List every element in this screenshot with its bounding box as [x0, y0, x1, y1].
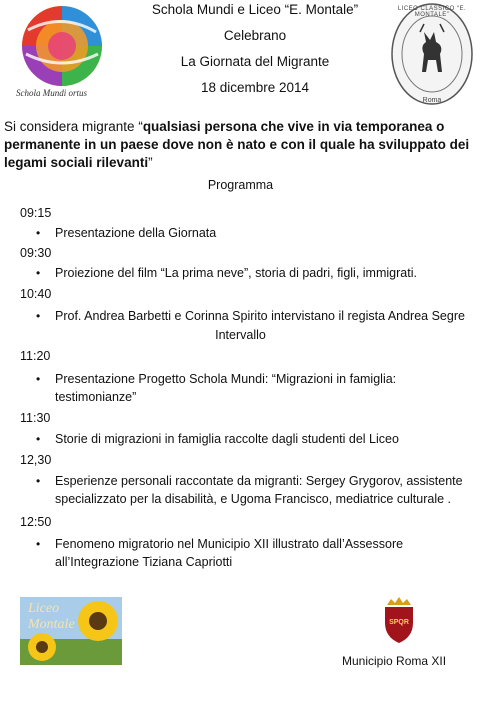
bullet-icon: •	[36, 266, 41, 280]
municipio-badge	[381, 597, 417, 643]
liceo-seal	[390, 2, 474, 106]
schedule-text: Presentazione Progetto Schola Mundi: “Migrazioni in famiglia: testimonianze”	[55, 372, 397, 404]
schedule-item	[36, 370, 436, 406]
schedule-item	[36, 430, 466, 448]
bullet-icon: •	[36, 226, 41, 240]
header-date: 18 dicembre 2014	[200, 80, 310, 95]
seal-text: LICEO CLASSICO “E. MONTALE”	[397, 6, 467, 18]
bullet-icon: •	[36, 537, 41, 551]
definition-bold: qualsiasi persona che vive in via temporanea o permanente in un paese dove non è nato e con il quale ha sviluppato dei legami sociali rilevanti	[4, 119, 470, 170]
migrant-definition	[4, 118, 478, 172]
schedule-text: Fenomeno migratorio nel Municipio XII illustrato dall’Assessore all’Integrazione Tiziana Capriotti	[55, 537, 404, 569]
seal-roma: Roma	[422, 97, 442, 104]
liceo-logo-text: Liceo Montale	[28, 601, 75, 632]
schedule-text: Esperienze personali raccontate da migranti: Sergey Grygorov, assistente specializzato per la disabilità, e Ugoma Francisco, mediatrice culturale .	[55, 474, 463, 506]
schedule-item	[36, 472, 466, 508]
schedule-text: Proiezione del film “La prima neve”, storia di padri, figli, immigrati.	[55, 266, 417, 280]
header-title: Schola Mundi e Liceo “E. Montale”	[151, 2, 359, 17]
schedule-text: Presentazione della Giornata	[55, 226, 217, 240]
municipio-badge-text: SPQR	[389, 619, 409, 626]
schedule-time: 10:40	[20, 287, 52, 301]
bullet-icon: •	[36, 474, 41, 488]
programma-heading: Programma	[207, 178, 274, 192]
schedule-text: Prof. Andrea Barbetti e Corinna Spirito intervistano il regista Andrea Segre	[55, 309, 465, 323]
schedule-time: 12:50	[20, 515, 52, 529]
schedule-time: 09:15	[20, 206, 52, 220]
liceo-montale-logo	[20, 597, 122, 665]
definition-suffix: ”	[148, 155, 153, 170]
schola-caption: Schola Mundi ortus	[16, 88, 87, 98]
schedule-item	[36, 264, 466, 282]
header-celebrano: Celebrano	[223, 28, 287, 43]
schedule-time: 11:20	[20, 349, 51, 363]
schedule-time: 09:30	[20, 246, 52, 260]
bullet-icon: •	[36, 432, 41, 446]
bullet-icon: •	[36, 309, 41, 323]
schedule-item	[36, 307, 476, 325]
header-event-name: La Giornata del Migrante	[180, 54, 330, 69]
bullet-icon: •	[36, 372, 41, 386]
schedule-item	[36, 535, 436, 571]
schedule-time: 12,30	[20, 453, 52, 467]
globe-icon	[8, 2, 116, 102]
schola-mundi-logo	[8, 2, 116, 102]
schedule-item	[36, 224, 466, 242]
definition-prefix: Si considera migrante “	[4, 119, 143, 134]
schedule-text: Storie di migrazioni in famiglia raccolte dagli studenti del Liceo	[55, 432, 399, 446]
schedule-time: 11:30	[20, 411, 51, 425]
municipio-label: Municipio Roma XII	[342, 654, 447, 668]
intervallo-label: Intervallo	[215, 328, 266, 342]
